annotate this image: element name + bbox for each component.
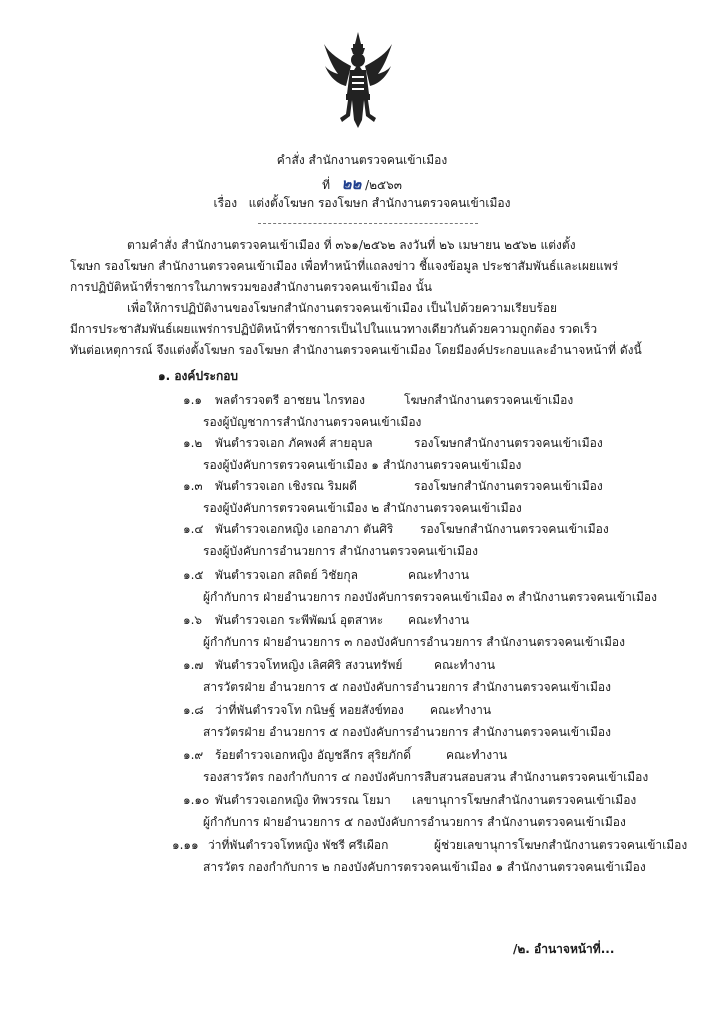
member-number: ๑.๒ [183,436,203,450]
member-position: คณะทำงาน [408,613,470,627]
member-position: รองโฆษกสำนักงานตรวจคนเข้าเมือง [414,436,603,450]
member-title: ผู้กำกับการ ฝ่ายอำนวยการ ๓ กองบังคับการอำนวยการ สำนักงานตรวจคนเข้าเมือง [203,635,625,649]
member-title: รองผู้บังคับการตรวจคนเข้าเมือง ๒ สำนักงานตรวจคนเข้าเมือง [203,501,522,515]
paragraph-line: ทันต่อเหตุการณ์ จึงแต่งตั้งโฆษก รองโฆษก สำนักงานตรวจคนเข้าเมือง โดยมีองค์ประกอบและอำนาจหน้าที่ ดังนี้ [70,343,642,357]
member-title: รองผู้บังคับการตรวจคนเข้าเมือง ๑ สำนักงานตรวจคนเข้าเมือง [203,458,522,472]
member-number: ๑.๙ [183,748,204,762]
member-position: เลขานุการโฆษกสำนักงานตรวจคนเข้าเมือง [412,793,637,807]
member-number: ๑.๑ [183,393,203,407]
member-3-name-line [183,477,357,496]
member-6-name-line [183,611,383,630]
member-number: ๑.๓ [183,479,203,493]
subject-label: เรื่อง [213,196,238,210]
order-number: ๒๒ [341,175,362,193]
subject-line [0,194,724,213]
separator-line [258,223,478,224]
member-name: พันตำรวจเอก สถิตย์ วิชัยกุล [215,568,359,582]
member-title: สารวัตรฝ่าย อำนวยการ ๕ กองบังคับการอำนวยการ สำนักงานตรวจคนเข้าเมือง [203,680,611,694]
member-title: รองสารวัตร กองกำกับการ ๔ กองบังคับการสืบสวนสอบสวน สำนักงานตรวจคนเข้าเมือง [203,770,649,784]
member-8-name-line [183,701,404,720]
member-title: ผู้กำกับการ ฝ่ายอำนวยการ กองบังคับการตรวจคนเข้าเมือง ๓ สำนักงานตรวจคนเข้าเมือง [203,590,657,604]
member-position: คณะทำงาน [408,568,470,582]
member-7-name-line [183,656,402,675]
member-4-name-line [183,520,393,539]
order-number-line [0,172,724,196]
member-title: สารวัตร กองกำกับการ ๒ กองบังคับการตรวจคนเข้าเมือง ๑ สำนักงานตรวจคนเข้าเมือง [203,860,646,874]
garuda-emblem-icon [322,30,394,130]
order-prefix: ที่ [322,178,330,192]
paragraph-line: โฆษก รองโฆษก สำนักงานตรวจคนเข้าเมือง เพื่อทำหน้าที่แถลงข่าว ชี้แจงข้อมูล ประชาสัมพันธ์และเผยแพร่ [70,259,619,273]
continuation-note: /๒. อำนาจหน้าที่... [513,942,615,956]
member-name: ร้อยตำรวจเอกหญิง อัญชลีกร สุริยภักดิ์ [215,748,412,762]
section-heading: ๑. องค์ประกอบ [158,369,239,383]
member-title: รองผู้บัญชาการสำนักงานตรวจคนเข้าเมือง [203,415,422,429]
member-position: โฆษกสำนักงานตรวจคนเข้าเมือง [404,393,574,407]
paragraph-line: การปฏิบัติหน้าที่ราชการในภาพรวมของสำนักงานตรวจคนเข้าเมือง นั้น [70,280,432,294]
member-number: ๑.๕ [183,568,204,582]
member-title: สารวัตรฝ่าย อำนวยการ ๕ กองบังคับการอำนวยการ สำนักงานตรวจคนเข้าเมือง [203,725,611,739]
member-position: ผู้ช่วยเลขานุการโฆษกสำนักงานตรวจคนเข้าเมือง [434,838,688,852]
paragraph-line: มีการประชาสัมพันธ์เผยแพร่การปฏิบัติหน้าที่ราชการเป็นไปในแนวทางเดียวกันด้วยความถูกต้อง รวดเร็ว [70,322,598,336]
member-name: พันตำรวจเอกหญิง เอกอาภา ตันศิริ [215,522,394,536]
member-name: พันตำรวจเอก ระพีพัฒน์ อุตสาหะ [215,613,384,627]
member-9-name-line [183,746,411,765]
member-name: ว่าที่พันตำรวจโท กนิษฐ์ หอยสังข์ทอง [215,703,404,717]
member-2-name-line [183,434,373,453]
member-position: รองโฆษกสำนักงานตรวจคนเข้าเมือง [420,522,609,536]
member-11-name-line [172,836,388,855]
paragraph-purpose [70,298,660,361]
member-name: พันตำรวจโทหญิง เลิศศิริ สงวนทรัพย์ [215,658,403,672]
subject-text: แต่งตั้งโฆษก รองโฆษก สำนักงานตรวจคนเข้าเมือง [248,196,511,210]
member-number: ๑.๖ [183,613,203,627]
member-title: รองผู้บังคับการอำนวยการ สำนักงานตรวจคนเข้าเมือง [203,544,478,558]
member-name: พันตำรวจเอก ภัคพงศ์ สายอุบล [215,436,373,450]
member-position: รองโฆษกสำนักงานตรวจคนเข้าเมือง [414,479,603,493]
member-name: ว่าที่พันตำรวจโทหญิง พัชรี ศรีเผือก [208,838,389,852]
member-title: ผู้กำกับการ ฝ่ายอำนวยการ ๕ กองบังคับการอำนวยการ สำนักงานตรวจคนเข้าเมือง [203,815,626,829]
member-name: พันตำรวจเอกหญิง ทิพวรรณ โยมา [215,793,391,807]
paragraph-line: เพื่อให้การปฏิบัติงานของโฆษกสำนักงานตรวจคนเข้าเมือง เป็นไปด้วยความเรียบร้อย [127,301,558,315]
paragraph-reference [70,235,660,298]
order-year: /๒๕๖๓ [365,178,402,192]
member-name: พลตำรวจตรี อาชยน ไกรทอง [215,393,365,407]
member-1-name-line [183,391,365,410]
member-number: ๑.๘ [183,703,204,717]
order-title: คำสั่ง สำนักงานตรวจคนเข้าเมือง [276,153,448,167]
member-name: พันตำรวจเอก เชิงรณ ริมผดี [215,479,357,493]
member-position: คณะทำงาน [434,658,496,672]
member-number: ๑.๗ [183,658,204,672]
paragraph-line: ตามคำสั่ง สำนักงานตรวจคนเข้าเมือง ที่ ๓๖๑/๒๕๖๒ ลงวันที่ ๒๖ เมษายน ๒๕๖๒ แต่งตั้ง [127,238,576,252]
member-number: ๑.๔ [183,522,204,536]
member-position: คณะทำงาน [446,748,508,762]
member-number: ๑.๑๑ [172,838,199,852]
member-number: ๑.๑๐ [183,793,210,807]
member-5-name-line [183,566,358,585]
member-10-name-line [183,791,391,810]
member-position: คณะทำงาน [430,703,492,717]
